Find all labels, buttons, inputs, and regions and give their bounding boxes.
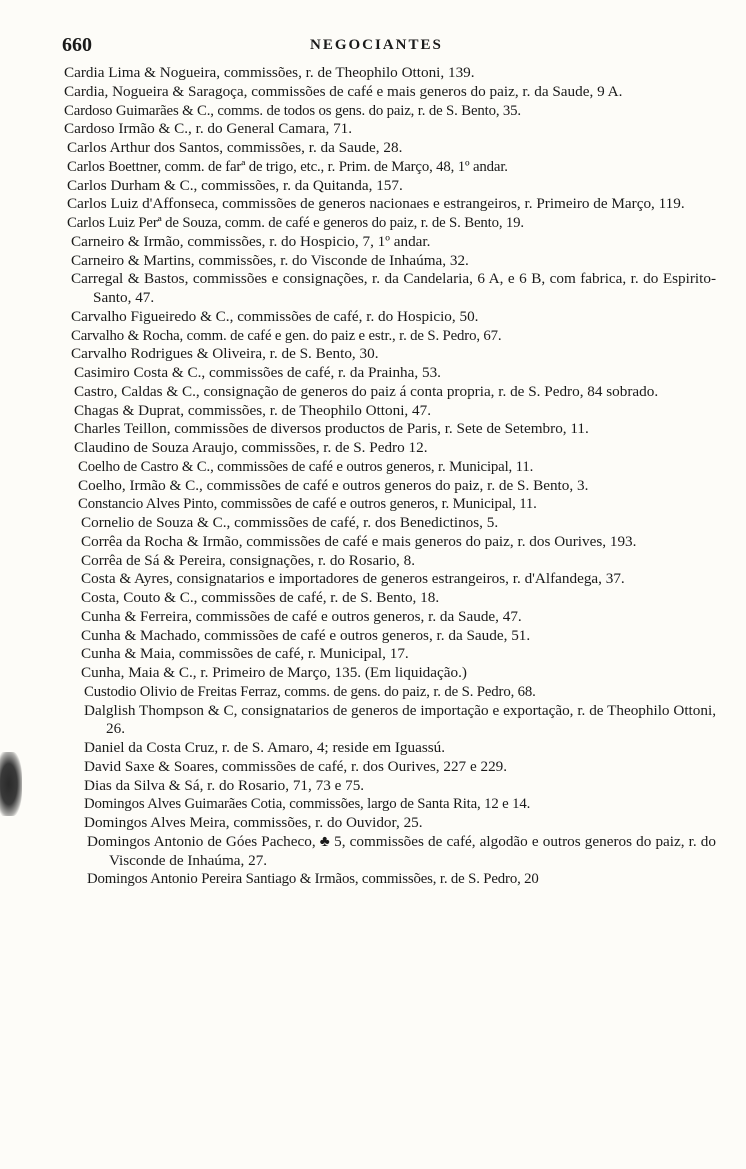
list-item: Charles Teillon, commissões de diversos productos de Paris, r. Sete de Setembro, 11. (74, 420, 589, 438)
list-item: Carlos Boettner, comm. de farª de trigo, etc., r. Prim. de Março, 48, 1º andar. (67, 158, 508, 175)
list-item: Carlos Luiz d'Affonseca, commissões de generos nacionaes e estrangeiros, r. Primeiro de Março, 119. (67, 195, 685, 213)
list-item: Cunha & Maia, commissões de café, r. Municipal, 17. (81, 645, 409, 663)
list-item: Chagas & Duprat, commissões, r. de Theophilo Ottoni, 47. (74, 401, 432, 419)
list-item: Cardoso Irmão & C., r. do General Camara, 71. (64, 120, 353, 138)
list-item: Cardia, Nogueira & Saragoça, commissões de café e mais generos do paiz, r. da Saude, 9 A. (64, 82, 623, 100)
list-item: Cunha & Machado, commissões de café e outros generos, r. da Saude, 51. (81, 626, 531, 644)
page-header (62, 34, 714, 60)
list-item: Coelho de Castro & C., commissões de café e outros generos, r. Municipal, 11. (78, 458, 534, 475)
list-item: Daniel da Costa Cruz, r. de S. Amaro, 4; reside em Iguassú. (84, 739, 446, 756)
list-item: Cardia Lima & Nogueira, commissões, r. de Theophilo Ottoni, 139. (64, 64, 475, 81)
ink-blot (0, 752, 22, 816)
list-item: Domingos Alves Guimarães Cotia, commissões, largo de Santa Rita, 12 e 14. (84, 796, 531, 813)
list-item: Dalglish Thompson & C, consignatarios de generos de importação e exportação, r. de Theophilo Ottoni, 26. (84, 701, 716, 738)
list-item: Cunha, Maia & C., r. Primeiro de Março, 135. (Em liquidação.) (81, 664, 467, 681)
list-item: Carlos Durham & C., commissões, r. da Quitanda, 157. (67, 176, 403, 194)
list-item: Casimiro Costa & C., commissões de café, r. da Prainha, 53. (74, 364, 441, 381)
list-item: Carlos Luiz Perª de Souza, comm. de café e generos do paiz, r. de S. Bento, 19. (67, 215, 524, 231)
list-item: Cardoso Guimarães & C., comms. de todos os gens. do paiz, r. de S. Bento, 35. (64, 102, 521, 119)
list-item: Dias da Silva & Sá, r. do Rosario, 71, 73 e 75. (84, 776, 365, 794)
list-item: Carneiro & Martins, commissões, r. do Visconde de Inhaúma, 32. (71, 251, 469, 269)
list-item: Costa, Couto & C., commissões de café, r. de S. Bento, 18. (81, 589, 440, 606)
list-item: Carlos Arthur dos Santos, commissões, r. da Saude, 28. (67, 139, 403, 156)
list-item: Castro, Caldas & C., consignação de generos do paiz á conta propria, r. de S. Pedro, 84 sobrado. (74, 382, 659, 400)
list-item: Carvalho & Rocha, comm. de café e gen. do paiz e estr., r. de S. Pedro, 67. (71, 327, 502, 344)
list-item: Constancio Alves Pinto, commissões de café e outros generos, r. Municipal, 11. (78, 496, 537, 513)
list-item: Carvalho Figueiredo & C., commissões de café, r. do Hospicio, 50. (71, 307, 479, 325)
list-item: Custodio Olivio de Freitas Ferraz, comms. de gens. do paiz, r. de S. Pedro, 68. (84, 683, 536, 700)
list-item: Domingos Alves Meira, commissões, r. do Ouvidor, 25. (84, 814, 423, 831)
list-item: Corrêa da Rocha & Irmão, commissões de café e mais generos do paiz, r. dos Ourives, 193. (81, 532, 637, 550)
list-item: Carregal & Bastos, commissões e consignações, r. da Candelaria, 6 A, e 6 B, com fabrica, r. do Espirito-Santo, 47. (71, 270, 716, 306)
list-item: Carneiro & Irmão, commissões, r. do Hospicio, 7, 1º andar. (71, 232, 431, 250)
list-item: Cunha & Ferreira, commissões de café e outros generos, r. da Saude, 47. (81, 607, 522, 625)
list-item: Claudino de Souza Araujo, commissões, r. de S. Pedro 12. (74, 439, 428, 456)
running-title: NEGOCIANTES (310, 37, 443, 53)
list-item: David Saxe & Soares, commissões de café, r. dos Ourives, 227 e 229. (84, 757, 508, 775)
list-item: Domingos Antonio de Góes Pacheco, ♣ 5, commissões de café, algodão e outros generos do paiz, r. do Visconde de Inhaúma, 27. (87, 832, 716, 869)
list-item: Domingos Antonio Pereira Santiago & Irmãos, commissões, r. de S. Pedro, 20 (87, 871, 539, 888)
list-item: Coelho, Irmão & C., commissões de café e outros generos do paiz, r. de S. Bento, 3. (78, 476, 589, 494)
page-number: 660 (62, 34, 92, 56)
list-item: Costa & Ayres, consignatarios e importadores de generos estrangeiros, r. d'Alfandega, 37. (81, 570, 625, 588)
list-item: Corrêa de Sá & Pereira, consignações, r. do Rosario, 8. (81, 551, 416, 569)
list-item: Carvalho Rodrigues & Oliveira, r. de S. Bento, 30. (71, 345, 379, 363)
merchant-list (64, 64, 716, 889)
list-item: Cornelio de Souza & C., commissões de café, r. dos Benedictinos, 5. (81, 514, 499, 531)
